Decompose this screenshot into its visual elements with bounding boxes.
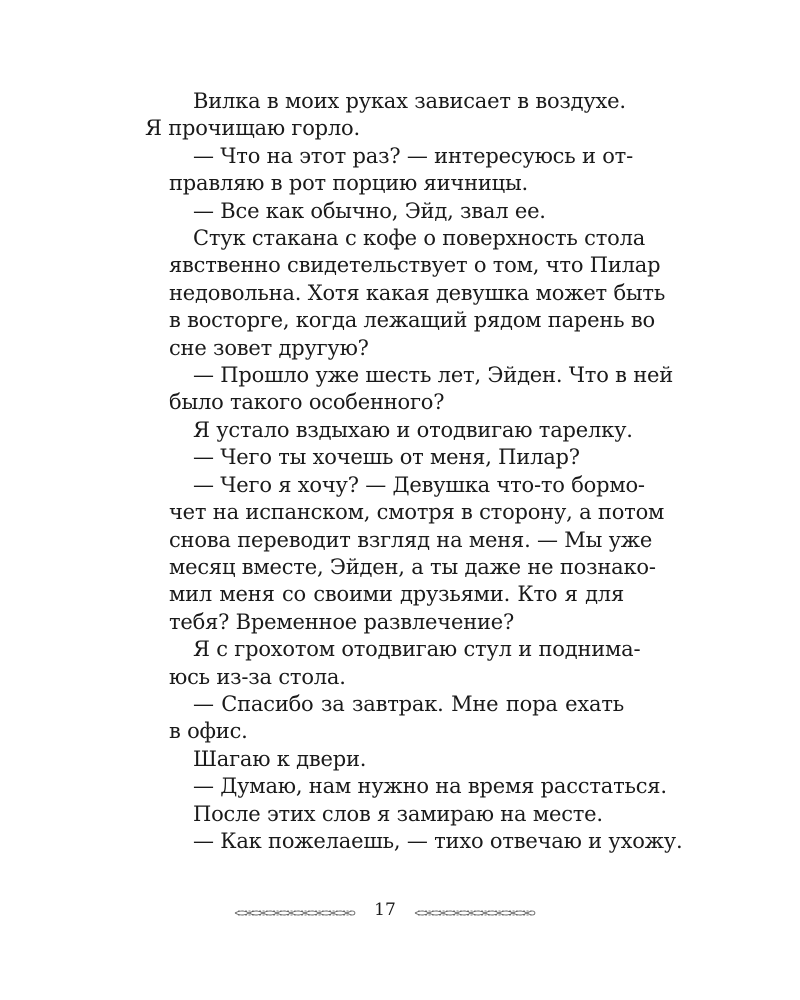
text-line: — Спасибо за завтрак. Мне пора ехать xyxy=(193,691,624,716)
paragraph-4 xyxy=(145,225,666,362)
text-line: Я прочищаю горло. xyxy=(145,116,360,141)
paragraph-9 xyxy=(145,636,641,691)
page-footer xyxy=(0,898,800,928)
text-line: тебя? Временное развлечение? xyxy=(169,609,515,634)
paragraph-5 xyxy=(145,362,674,417)
text-line: — Чего ты хочешь от меня, Пилар? xyxy=(193,445,580,470)
paragraph-13 xyxy=(145,801,624,828)
paragraph-11 xyxy=(145,746,624,773)
text-line: Стук стакана с кофе о поверхность стола xyxy=(193,226,646,251)
paragraph-1 xyxy=(145,88,624,143)
text-line: недовольна. Хотя какая девушка может быть xyxy=(169,280,666,305)
text-line: После этих слов я замираю на месте. xyxy=(193,801,603,826)
text-line: — Думаю, нам нужно на время расстаться. xyxy=(193,774,667,799)
text-line: чет на испанском, смотря в сторону, а потом xyxy=(169,500,665,525)
page-body xyxy=(145,88,683,855)
text-line: снова переводит взгляд на меня. — Мы уже xyxy=(169,527,653,552)
text-line: — Прошло уже шесть лет, Эйден. Что в ней xyxy=(193,363,674,388)
text-line: — Что на этот раз? — интересуюсь и от- xyxy=(193,143,633,168)
text-line: месяц вместе, Эйден, а ты даже не познако- xyxy=(169,554,656,579)
paragraph-12 xyxy=(145,773,667,800)
page-number: 17 xyxy=(374,900,396,920)
text-line: в восторге, когда лежащий рядом парень во xyxy=(169,308,655,333)
paragraph-6 xyxy=(145,417,633,444)
text-line: — Чего я хочу? — Девушка что-то бормо- xyxy=(193,472,645,497)
text-line: Шагаю к двери. xyxy=(193,746,367,771)
decorative-rule-icon xyxy=(234,908,356,918)
text-line: было такого особенного? xyxy=(169,390,445,415)
text-line: — Как пожелаешь, — тихо отвечаю и ухожу. xyxy=(193,828,683,853)
text-line: правляю в рот порцию яичницы. xyxy=(169,171,528,196)
text-line: Вилка в моих руках зависает в воздухе. xyxy=(193,89,626,113)
text-line: мил меня со своими друзьями. Кто я для xyxy=(169,582,624,607)
paragraph-2 xyxy=(145,143,633,198)
text-line: Я с грохотом отодвигаю стул и поднима- xyxy=(193,637,641,662)
paragraph-14 xyxy=(145,828,683,855)
text-line: — Все как обычно, Эйд, звал ее. xyxy=(193,198,546,223)
paragraph-10 xyxy=(145,691,624,746)
text-line: явственно свидетельствует о том, что Пилар xyxy=(169,253,661,278)
paragraph-7 xyxy=(145,444,624,471)
paragraph-3 xyxy=(145,198,624,225)
text-line: юсь из-за стола. xyxy=(169,664,346,689)
paragraph-8 xyxy=(145,472,665,636)
text-line: Я устало вздыхаю и отодвигаю тарелку. xyxy=(193,417,633,442)
text-line: сне зовет другую? xyxy=(169,335,369,360)
text-line: в офис. xyxy=(169,719,248,744)
decorative-rule-icon xyxy=(414,908,536,918)
